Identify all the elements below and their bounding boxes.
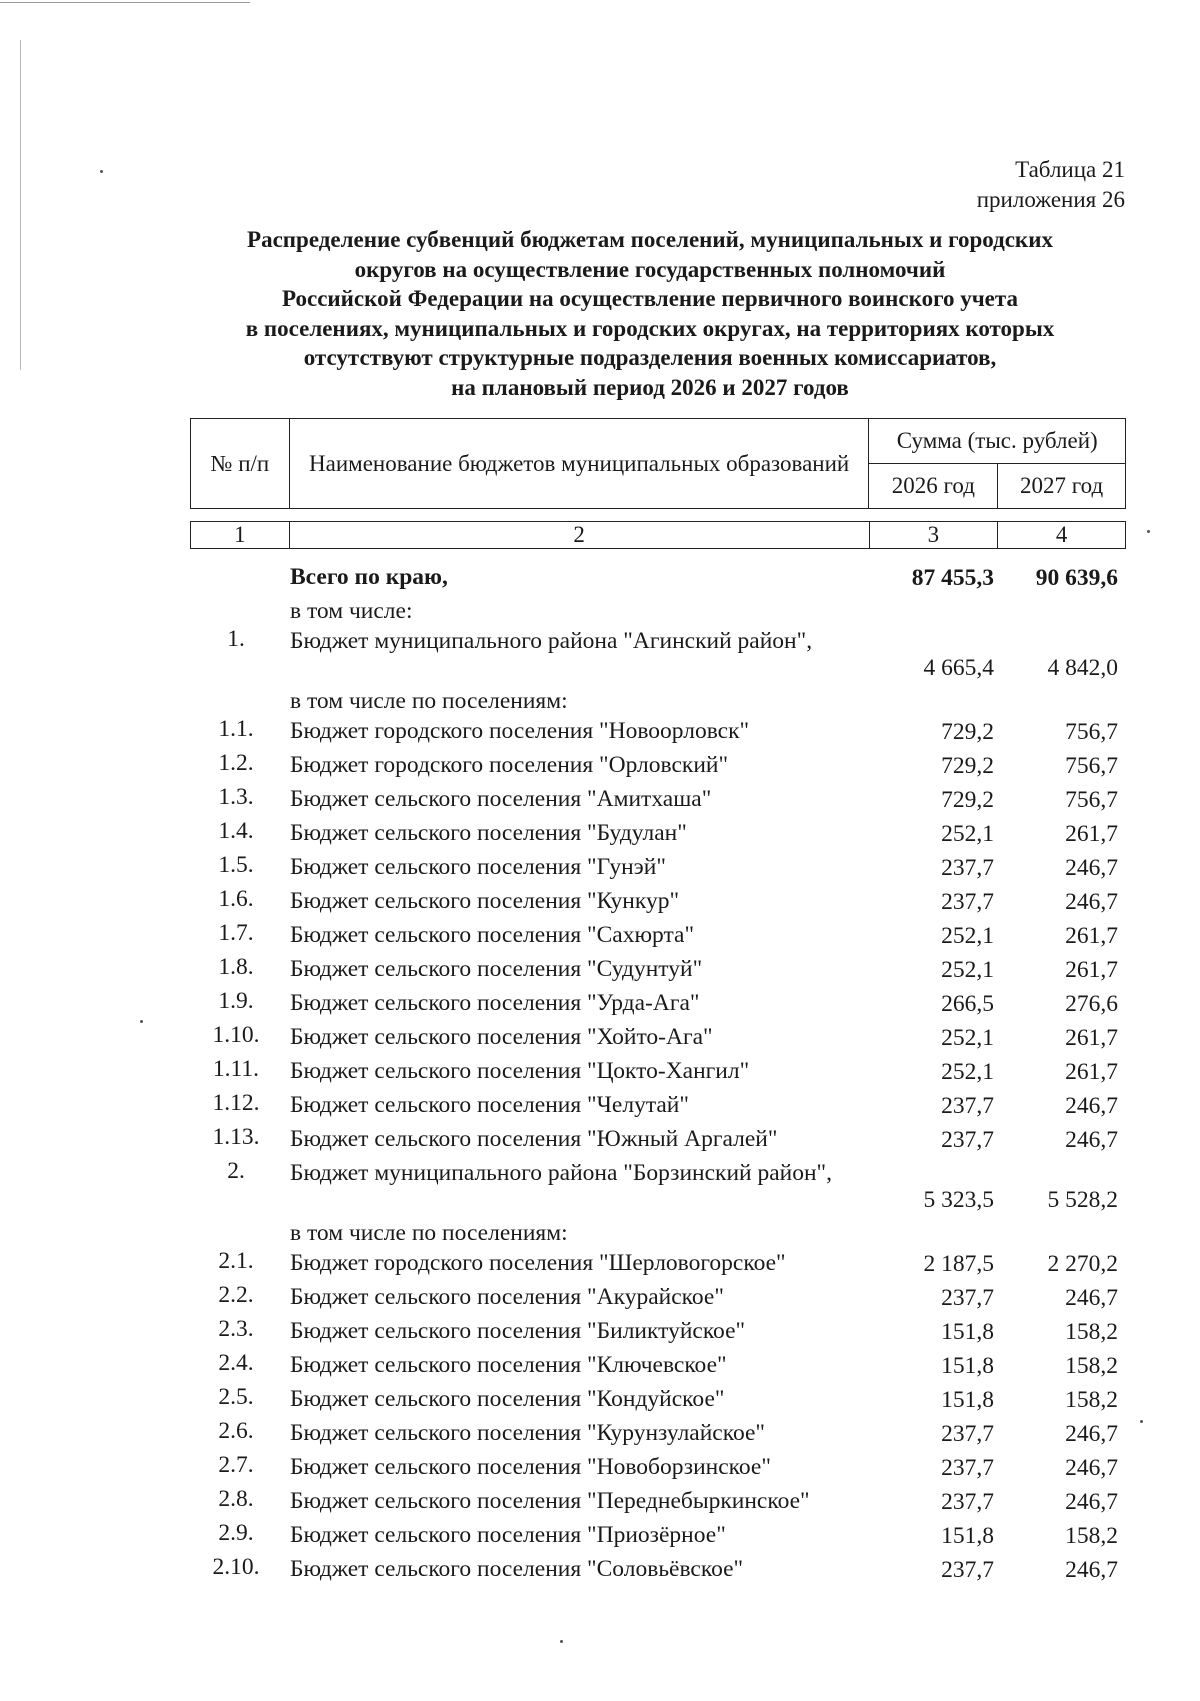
row-number: 2.3. <box>218 1316 254 1342</box>
column-number: 4 <box>998 522 1126 549</box>
row-name: Бюджет сельского поселения "Кункур" <box>290 888 680 914</box>
row-value-2027: 5 528,2 <box>1047 1187 1118 1213</box>
row-value-2026: 151,8 <box>941 1319 994 1345</box>
row-name: Бюджет муниципального района "Агинский район", <box>290 628 813 654</box>
row-name: Бюджет сельского поселения "Ключевское" <box>290 1352 727 1378</box>
row-value-2027: 261,7 <box>1065 1059 1118 1085</box>
row-number: 2.7. <box>218 1452 254 1478</box>
row-number: 2.9. <box>218 1520 254 1546</box>
row-value-2026: 237,7 <box>941 1127 994 1153</box>
row-number: 2.1. <box>218 1248 254 1274</box>
row-value-2027: 756,7 <box>1065 787 1118 813</box>
row-value-2027: 246,7 <box>1065 1557 1118 1583</box>
row-name: Бюджет сельского поселения "Приозёрное" <box>290 1522 726 1548</box>
row-number: 1.3. <box>218 784 254 810</box>
row-value-2026: 237,7 <box>941 855 994 881</box>
table-body <box>190 560 1126 1586</box>
row-value-2026: 237,7 <box>941 1093 994 1119</box>
title-line: в поселениях, муниципальных и городских округах, на территориях которых <box>245 315 1055 341</box>
row-number: 2.4. <box>218 1350 254 1376</box>
table-row <box>190 1156 1126 1216</box>
row-value-2027: 90 639,6 <box>1035 565 1118 591</box>
row-number: 1.6. <box>218 886 254 912</box>
title-line: на плановый период 2026 и 2027 годов <box>451 374 849 400</box>
table-row <box>190 1088 1126 1122</box>
row-value-2027: 756,7 <box>1065 719 1118 745</box>
header-col-sum: Сумма (тыс. рублей) <box>869 419 1126 464</box>
row-value-2027: 261,7 <box>1065 1025 1118 1051</box>
row-number: 1.8. <box>218 954 254 980</box>
row-value-2027: 4 842,0 <box>1047 655 1118 681</box>
row-value-2027: 158,2 <box>1065 1387 1118 1413</box>
table-row <box>190 1382 1126 1416</box>
table-row <box>190 918 1126 952</box>
row-name: Бюджет сельского поселения "Челутай" <box>290 1092 689 1118</box>
row-value-2027: 246,7 <box>1065 1285 1118 1311</box>
row-value-2026: 729,2 <box>941 753 994 779</box>
row-value-2026: 252,1 <box>941 1059 994 1085</box>
row-value-2027: 2 270,2 <box>1047 1251 1118 1277</box>
table-row <box>190 1122 1126 1156</box>
row-value-2026: 266,5 <box>941 991 994 1017</box>
column-number: 2 <box>289 522 869 549</box>
table-row <box>190 816 1126 850</box>
row-value-2027: 158,2 <box>1065 1319 1118 1345</box>
row-name: Бюджет сельского поселения "Соловьёвское" <box>290 1556 744 1582</box>
row-number: 1.1. <box>218 716 254 742</box>
row-name: в том числе по поселениям: <box>290 1220 568 1246</box>
column-number: 3 <box>869 522 998 549</box>
table-row <box>190 1484 1126 1518</box>
row-number: 2.10. <box>212 1554 260 1580</box>
table-row <box>190 624 1126 684</box>
row-number: 1.7. <box>218 920 254 946</box>
scan-artifact-line <box>20 40 21 370</box>
table-row <box>190 1450 1126 1484</box>
row-value-2026: 237,7 <box>941 1557 994 1583</box>
row-name: в том числе: <box>290 598 413 624</box>
row-number: 2.8. <box>218 1486 254 1512</box>
table-reference <box>977 155 1125 215</box>
table-row <box>190 1518 1126 1552</box>
table-row <box>190 1054 1126 1088</box>
row-value-2026: 252,1 <box>941 1025 994 1051</box>
row-number: 1.9. <box>218 988 254 1014</box>
title-line: Российской Федерации на осуществление первичного воинского учета <box>282 286 1018 311</box>
row-value-2026: 729,2 <box>941 787 994 813</box>
table-row <box>190 1348 1126 1382</box>
row-value-2026: 237,7 <box>941 1455 994 1481</box>
document-title <box>190 225 1110 402</box>
row-value-2027: 261,7 <box>1065 957 1118 983</box>
row-value-2027: 261,7 <box>1065 923 1118 949</box>
row-value-2026: 151,8 <box>941 1523 994 1549</box>
row-value-2026: 729,2 <box>941 719 994 745</box>
table-row <box>190 594 1126 624</box>
row-name: Бюджет сельского поселения "Кондуйское" <box>290 1386 725 1412</box>
row-name: Бюджет сельского поселения "Новоборзинское" <box>290 1454 771 1480</box>
row-value-2026: 237,7 <box>941 1489 994 1515</box>
row-number: 1.5. <box>218 852 254 878</box>
table-row <box>190 884 1126 918</box>
row-value-2027: 246,7 <box>1065 1455 1118 1481</box>
table-header <box>190 418 1126 509</box>
table-row <box>190 714 1126 748</box>
scan-speck <box>1147 530 1150 533</box>
header-col-name: Наименование бюджетов муниципальных образований <box>289 419 869 509</box>
header-col-2026: 2026 год <box>869 464 998 509</box>
row-name: Бюджет сельского поселения "Хойто-Ага" <box>290 1024 713 1050</box>
row-name: Бюджет сельского поселения "Гунэй" <box>290 854 666 880</box>
row-name: Бюджет городского поселения "Новоорловск" <box>290 718 750 744</box>
row-number: 2.5. <box>218 1384 254 1410</box>
row-name: Бюджет сельского поселения "Будулан" <box>290 820 687 846</box>
row-value-2026: 4 665,4 <box>923 655 994 681</box>
row-name: Бюджет сельского поселения "Амитхаша" <box>290 786 712 812</box>
scan-speck <box>140 1020 143 1023</box>
appendix-label: приложения 26 <box>976 187 1125 212</box>
row-value-2026: 237,7 <box>941 889 994 915</box>
row-value-2027: 158,2 <box>1065 1353 1118 1379</box>
table-row <box>190 986 1126 1020</box>
scan-speck <box>1140 1420 1143 1423</box>
row-number: 1.10. <box>212 1022 260 1048</box>
row-value-2026: 237,7 <box>941 1421 994 1447</box>
row-value-2027: 246,7 <box>1065 1127 1118 1153</box>
row-number: 1.12. <box>212 1090 260 1116</box>
row-name: Бюджет муниципального района "Борзинский район", <box>290 1160 833 1186</box>
row-value-2027: 246,7 <box>1065 855 1118 881</box>
row-value-2026: 151,8 <box>941 1387 994 1413</box>
table-row <box>190 1246 1126 1280</box>
row-value-2026: 252,1 <box>941 957 994 983</box>
row-value-2026: 87 455,3 <box>911 565 994 591</box>
row-value-2027: 246,7 <box>1065 1489 1118 1515</box>
table-row <box>190 1314 1126 1348</box>
row-name: Бюджет сельского поселения "Цокто-Хангил" <box>290 1058 750 1084</box>
table-row <box>190 1416 1126 1450</box>
row-number: 1.4. <box>218 818 254 844</box>
row-value-2027: 756,7 <box>1065 753 1118 779</box>
table-row <box>190 748 1126 782</box>
column-number: 1 <box>191 522 290 549</box>
table-row <box>190 782 1126 816</box>
column-numbers-row <box>190 521 1126 549</box>
table-row <box>190 684 1126 714</box>
row-number: 2.2. <box>218 1282 254 1308</box>
row-name: Бюджет сельского поселения "Урда-Ага" <box>290 990 700 1016</box>
row-value-2027: 246,7 <box>1065 1093 1118 1119</box>
table-row <box>190 1020 1126 1054</box>
title-line: Распределение субвенций бюджетам поселений, муниципальных и городских <box>247 227 1053 252</box>
row-value-2026: 151,8 <box>941 1353 994 1379</box>
row-name: Бюджет сельского поселения "Южный Аргалей" <box>290 1126 778 1152</box>
row-name: Бюджет городского поселения "Орловский" <box>290 752 729 778</box>
row-name: Бюджет сельского поселения "Курунзулайское" <box>290 1420 766 1446</box>
row-value-2027: 276,6 <box>1065 991 1118 1017</box>
row-name: Всего по краю, <box>290 564 448 590</box>
row-value-2027: 158,2 <box>1065 1523 1118 1549</box>
row-number: 1.11. <box>212 1056 260 1082</box>
header-col-2027: 2027 год <box>998 464 1126 509</box>
table-row <box>190 850 1126 884</box>
row-value-2027: 261,7 <box>1065 821 1118 847</box>
scan-artifact-line <box>0 2 250 3</box>
title-line: отсутствуют структурные подразделения военных комиссариатов, <box>303 345 997 370</box>
table-row <box>190 1280 1126 1314</box>
row-value-2027: 246,7 <box>1065 1421 1118 1447</box>
row-value-2026: 252,1 <box>941 821 994 847</box>
table-row <box>190 1552 1126 1586</box>
row-name: Бюджет сельского поселения "Сахюрта" <box>290 922 695 948</box>
table-row <box>190 560 1126 594</box>
row-name: Бюджет городского поселения "Шерловогорское" <box>290 1250 786 1276</box>
row-value-2026: 252,1 <box>941 923 994 949</box>
row-name: Бюджет сельского поселения "Переднебыркинское" <box>290 1488 810 1514</box>
row-number: 2. <box>227 1158 245 1184</box>
table-label: Таблица 21 <box>1015 157 1125 182</box>
row-name: Бюджет сельского поселения "Биликтуйское" <box>290 1318 746 1344</box>
title-line: округов на осуществление государственных полномочий <box>354 256 946 282</box>
scan-speck <box>100 170 103 173</box>
row-name: Бюджет сельского поселения "Судунтуй" <box>290 956 703 982</box>
row-value-2026: 237,7 <box>941 1285 994 1311</box>
row-number: 1.13. <box>212 1124 260 1150</box>
table-row <box>190 1216 1126 1246</box>
row-number: 1.2. <box>218 750 254 776</box>
scan-speck <box>560 1640 563 1643</box>
row-number: 2.6. <box>218 1418 254 1444</box>
table-row <box>190 952 1126 986</box>
row-name: в том числе по поселениям: <box>290 688 568 714</box>
row-value-2026: 5 323,5 <box>923 1187 994 1213</box>
row-number: 1. <box>227 626 245 652</box>
row-name: Бюджет сельского поселения "Акурайское" <box>290 1284 724 1310</box>
header-col-number: № п/п <box>191 419 290 509</box>
row-value-2026: 2 187,5 <box>923 1251 994 1277</box>
row-value-2027: 246,7 <box>1065 889 1118 915</box>
